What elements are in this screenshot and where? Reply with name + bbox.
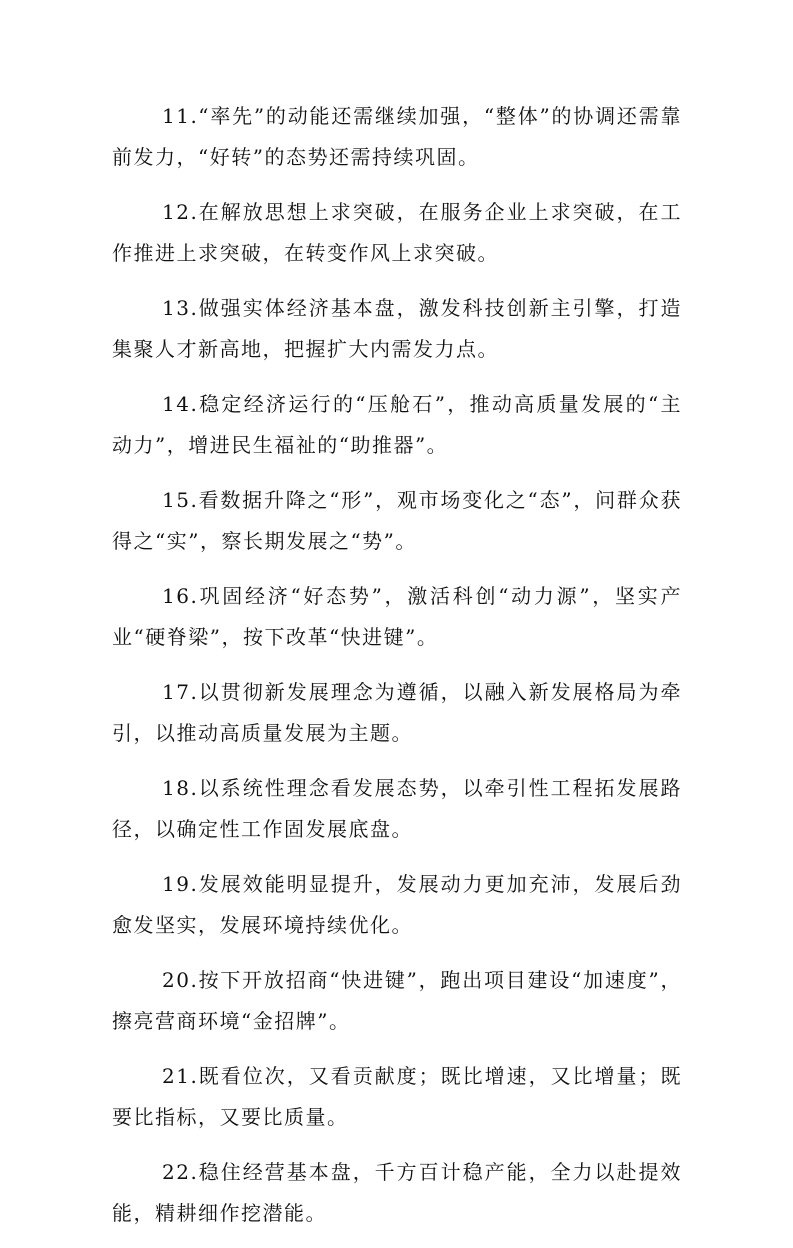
paragraph-20: 20.按下开放招商“快进键”，跑出项目建设“加速度”，擦亮营商环境“金招牌”。 xyxy=(112,968,682,1033)
paragraph-18: 18.以系统性理念看发展态势，以牵引性工程拓发展路径，以确定性工作固发展底盘。 xyxy=(112,776,682,841)
paragraph-13: 13.做强实体经济基本盘，激发科技创新主引擎，打造集聚人才新高地，把握扩大内需发力点。 xyxy=(112,296,682,361)
paragraph-12: 12.在解放思想上求突破，在服务企业上求突破，在工作推进上求突破，在转变作风上求突破。 xyxy=(112,200,682,265)
paragraph-22: 22.稳住经营基本盘，千方百计稳产能，全力以赴提效能，精耕细作挖潜能。 xyxy=(112,1160,682,1225)
paragraph-17: 17.以贯彻新发展理念为遵循，以融入新发展格局为牵引，以推动高质量发展为主题。 xyxy=(112,680,682,745)
document-body xyxy=(112,96,682,1248)
paragraph-19: 19.发展效能明显提升，发展动力更加充沛，发展后劲愈发坚实，发展环境持续优化。 xyxy=(112,872,682,937)
paragraph-15: 15.看数据升降之“形”，观市场变化之“态”，问群众获得之“实”，察长期发展之“势”。 xyxy=(112,488,682,553)
paragraph-21: 21.既看位次，又看贡献度；既比增速，又比增量；既要比指标，又要比质量。 xyxy=(112,1064,682,1129)
paragraph-14: 14.稳定经济运行的“压舱石”，推动高质量发展的“主动力”，增进民生福祉的“助推器”。 xyxy=(112,392,682,457)
paragraph-16: 16.巩固经济“好态势”，激活科创“动力源”，坚实产业“硬脊梁”，按下改革“快进键”。 xyxy=(112,584,682,649)
paragraph-11: 11.“率先”的动能还需继续加强，“整体”的协调还需靠前发力，“好转”的态势还需持续巩固。 xyxy=(112,104,682,169)
